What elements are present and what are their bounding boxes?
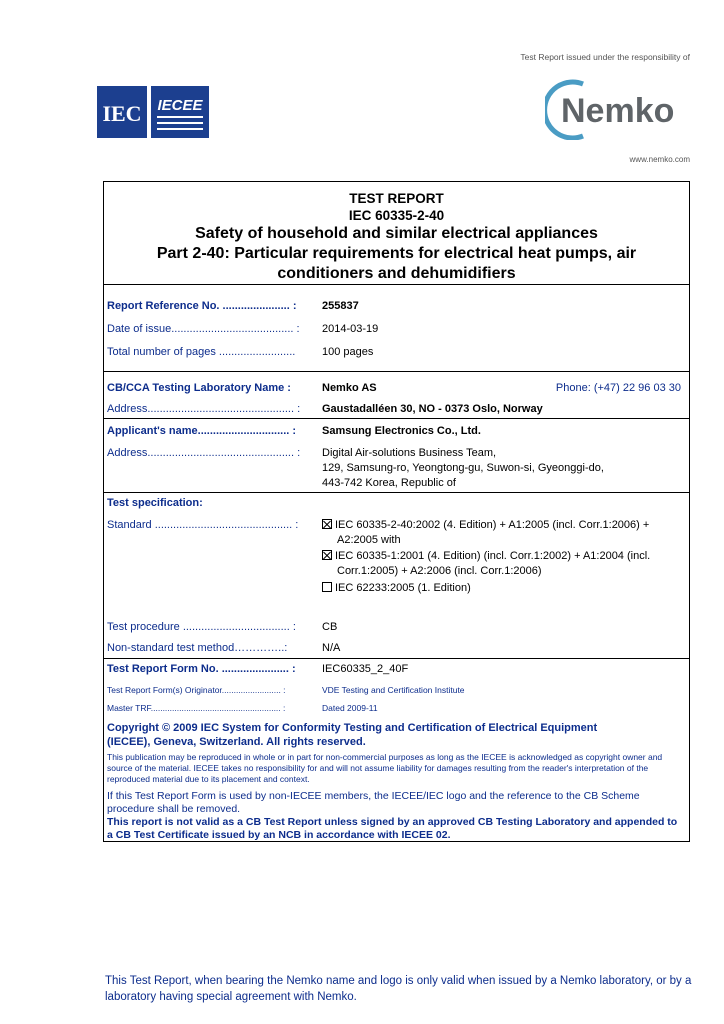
standard-1-line1 — [322, 519, 649, 531]
applicant-address-label: Address................................................ : — [107, 447, 301, 459]
procedure-value: CB — [322, 621, 338, 633]
standard-1-line2: A2:2005 with — [337, 534, 401, 546]
standard-2-text: IEC 60335-1:2001 (4. Edition) (incl. Corr.1:2002) + A1:2004 (incl. — [335, 550, 651, 562]
applicant-section — [104, 418, 689, 492]
nemko-logo — [545, 78, 695, 140]
standard-label: Standard ............................................. : — [107, 519, 299, 531]
copyright-para2: If this Test Report Form is used by non-IECEE members, the IECEE/IEC logo and the reference to the CB Scheme procedure shall be removed. — [107, 790, 640, 815]
lab-section — [104, 371, 689, 418]
procedure-label: Test procedure ................................... : — [107, 621, 296, 633]
checkbox-unchecked-icon[interactable] — [322, 582, 332, 592]
standard-3 — [322, 582, 471, 594]
report-subtitle-1: Safety of household and similar electrical appliances — [195, 225, 598, 242]
test-spec-label: Test specification: — [107, 497, 203, 509]
report-subtitle-3: conditioners and dehumidifiers — [277, 265, 516, 282]
lab-label: CB/CCA Testing Laboratory Name : — [107, 382, 291, 394]
lab-address-value: Gaustadalléen 30, NO - 0373 Oslo, Norway — [322, 403, 543, 415]
report-title-block — [104, 182, 689, 285]
report-ref-value: 255837 — [322, 300, 359, 312]
pages-value: 100 pages — [322, 346, 374, 358]
master-label: Master TRF....................................................... : — [107, 703, 286, 713]
checkbox-checked-icon[interactable] — [322, 519, 332, 529]
nemko-logo-text: Nemko — [561, 92, 675, 130]
copyright-title-line1: Copyright © 2009 IEC System for Conformity Testing and Certification of Electrical Equipment — [107, 722, 598, 734]
copyright-section — [104, 715, 689, 842]
trf-value: IEC60335_2_40F — [322, 663, 409, 675]
lab-phone: Phone: (+47) 22 96 03 30 — [555, 382, 681, 394]
date-label: Date of issue........................................ : — [107, 323, 300, 335]
report-ref-label: Report Reference No. ...................... : — [107, 300, 297, 312]
applicant-address-line3: 443-742 Korea, Republic of — [322, 477, 456, 489]
pages-label: Total number of pages ......................... — [107, 346, 296, 358]
report-title: TEST REPORT — [349, 191, 444, 206]
applicant-label: Applicant's name.............................. : — [107, 425, 297, 437]
date-value: 2014-03-19 — [322, 323, 379, 335]
report-frame — [103, 181, 690, 842]
standard-3-text: IEC 62233:2005 (1. Edition) — [335, 582, 471, 594]
lab-value: Nemko AS — [322, 382, 377, 394]
nemko-url[interactable]: www.nemko.com — [629, 155, 690, 164]
responsibility-note: Test Report issued under the responsibility of — [520, 52, 690, 62]
copyright-title-line2: (IECEE), Geneva, Switzerland. All rights reserved. — [107, 736, 366, 748]
nonstandard-label: Non-standard test method…………..: — [107, 642, 288, 654]
iec-iecee-logo — [97, 86, 209, 138]
applicant-address-line1: Digital Air-solutions Business Team, — [322, 447, 497, 459]
originator-value: VDE Testing and Certification Institute — [322, 685, 465, 695]
test-spec-section — [104, 492, 689, 658]
standard-2-line1 — [322, 550, 650, 562]
report-info-section — [104, 285, 689, 371]
master-value: Dated 2009-11 — [322, 703, 378, 713]
standard-2-line2: Corr.1:2005) + A2:2006 (incl. Corr.1:2006) — [337, 565, 542, 577]
footer-note: This Test Report, when bearing the Nemko name and logo is only valid when issued by a Nemko laboratory, or by a laboratory having special agreement with Nemko. — [105, 975, 692, 1003]
trf-label: Test Report Form No. ...................... : — [107, 663, 296, 675]
standard-1-text: IEC 60335-2-40:2002 (4. Edition) + A1:2005 (incl. Corr.1:2006) + — [335, 519, 650, 531]
copyright-para3: This report is not valid as a CB Test Report unless signed by an approved CB Testing Laboratory and appended to a CB Test Certificate issued by an NCB in accordance with IECEE 02. — [107, 816, 678, 841]
copyright-para1: This publication may be reproduced in whole or in part for non-commercial purposes as long as the IECEE is acknowledged as copyright owner and source of the material. IECEE takes no responsibility for and will not assume liability for damages resulting from the reader's interpretation of the reproduced material due to its placement and context. — [107, 752, 663, 784]
report-subtitle-2: Part 2-40: Particular requirements for electrical heat pumps, air — [156, 245, 637, 262]
lab-address-label: Address................................................ : — [107, 403, 301, 415]
report-standard: IEC 60335-2-40 — [348, 208, 445, 223]
iecee-logo-text: IECEE — [157, 97, 203, 114]
trf-section — [104, 658, 689, 715]
checkbox-checked-icon[interactable] — [322, 550, 332, 560]
nonstandard-value: N/A — [322, 642, 341, 654]
originator-label: Test Report Form(s) Originator......................... : — [107, 685, 286, 695]
applicant-address-line2: 129, Samsung-ro, Yeongtong-gu, Suwon-si, Gyeonggi-do, — [322, 462, 604, 474]
applicant-value: Samsung Electronics Co., Ltd. — [322, 425, 481, 437]
iec-logo-text: IEC — [102, 101, 142, 126]
